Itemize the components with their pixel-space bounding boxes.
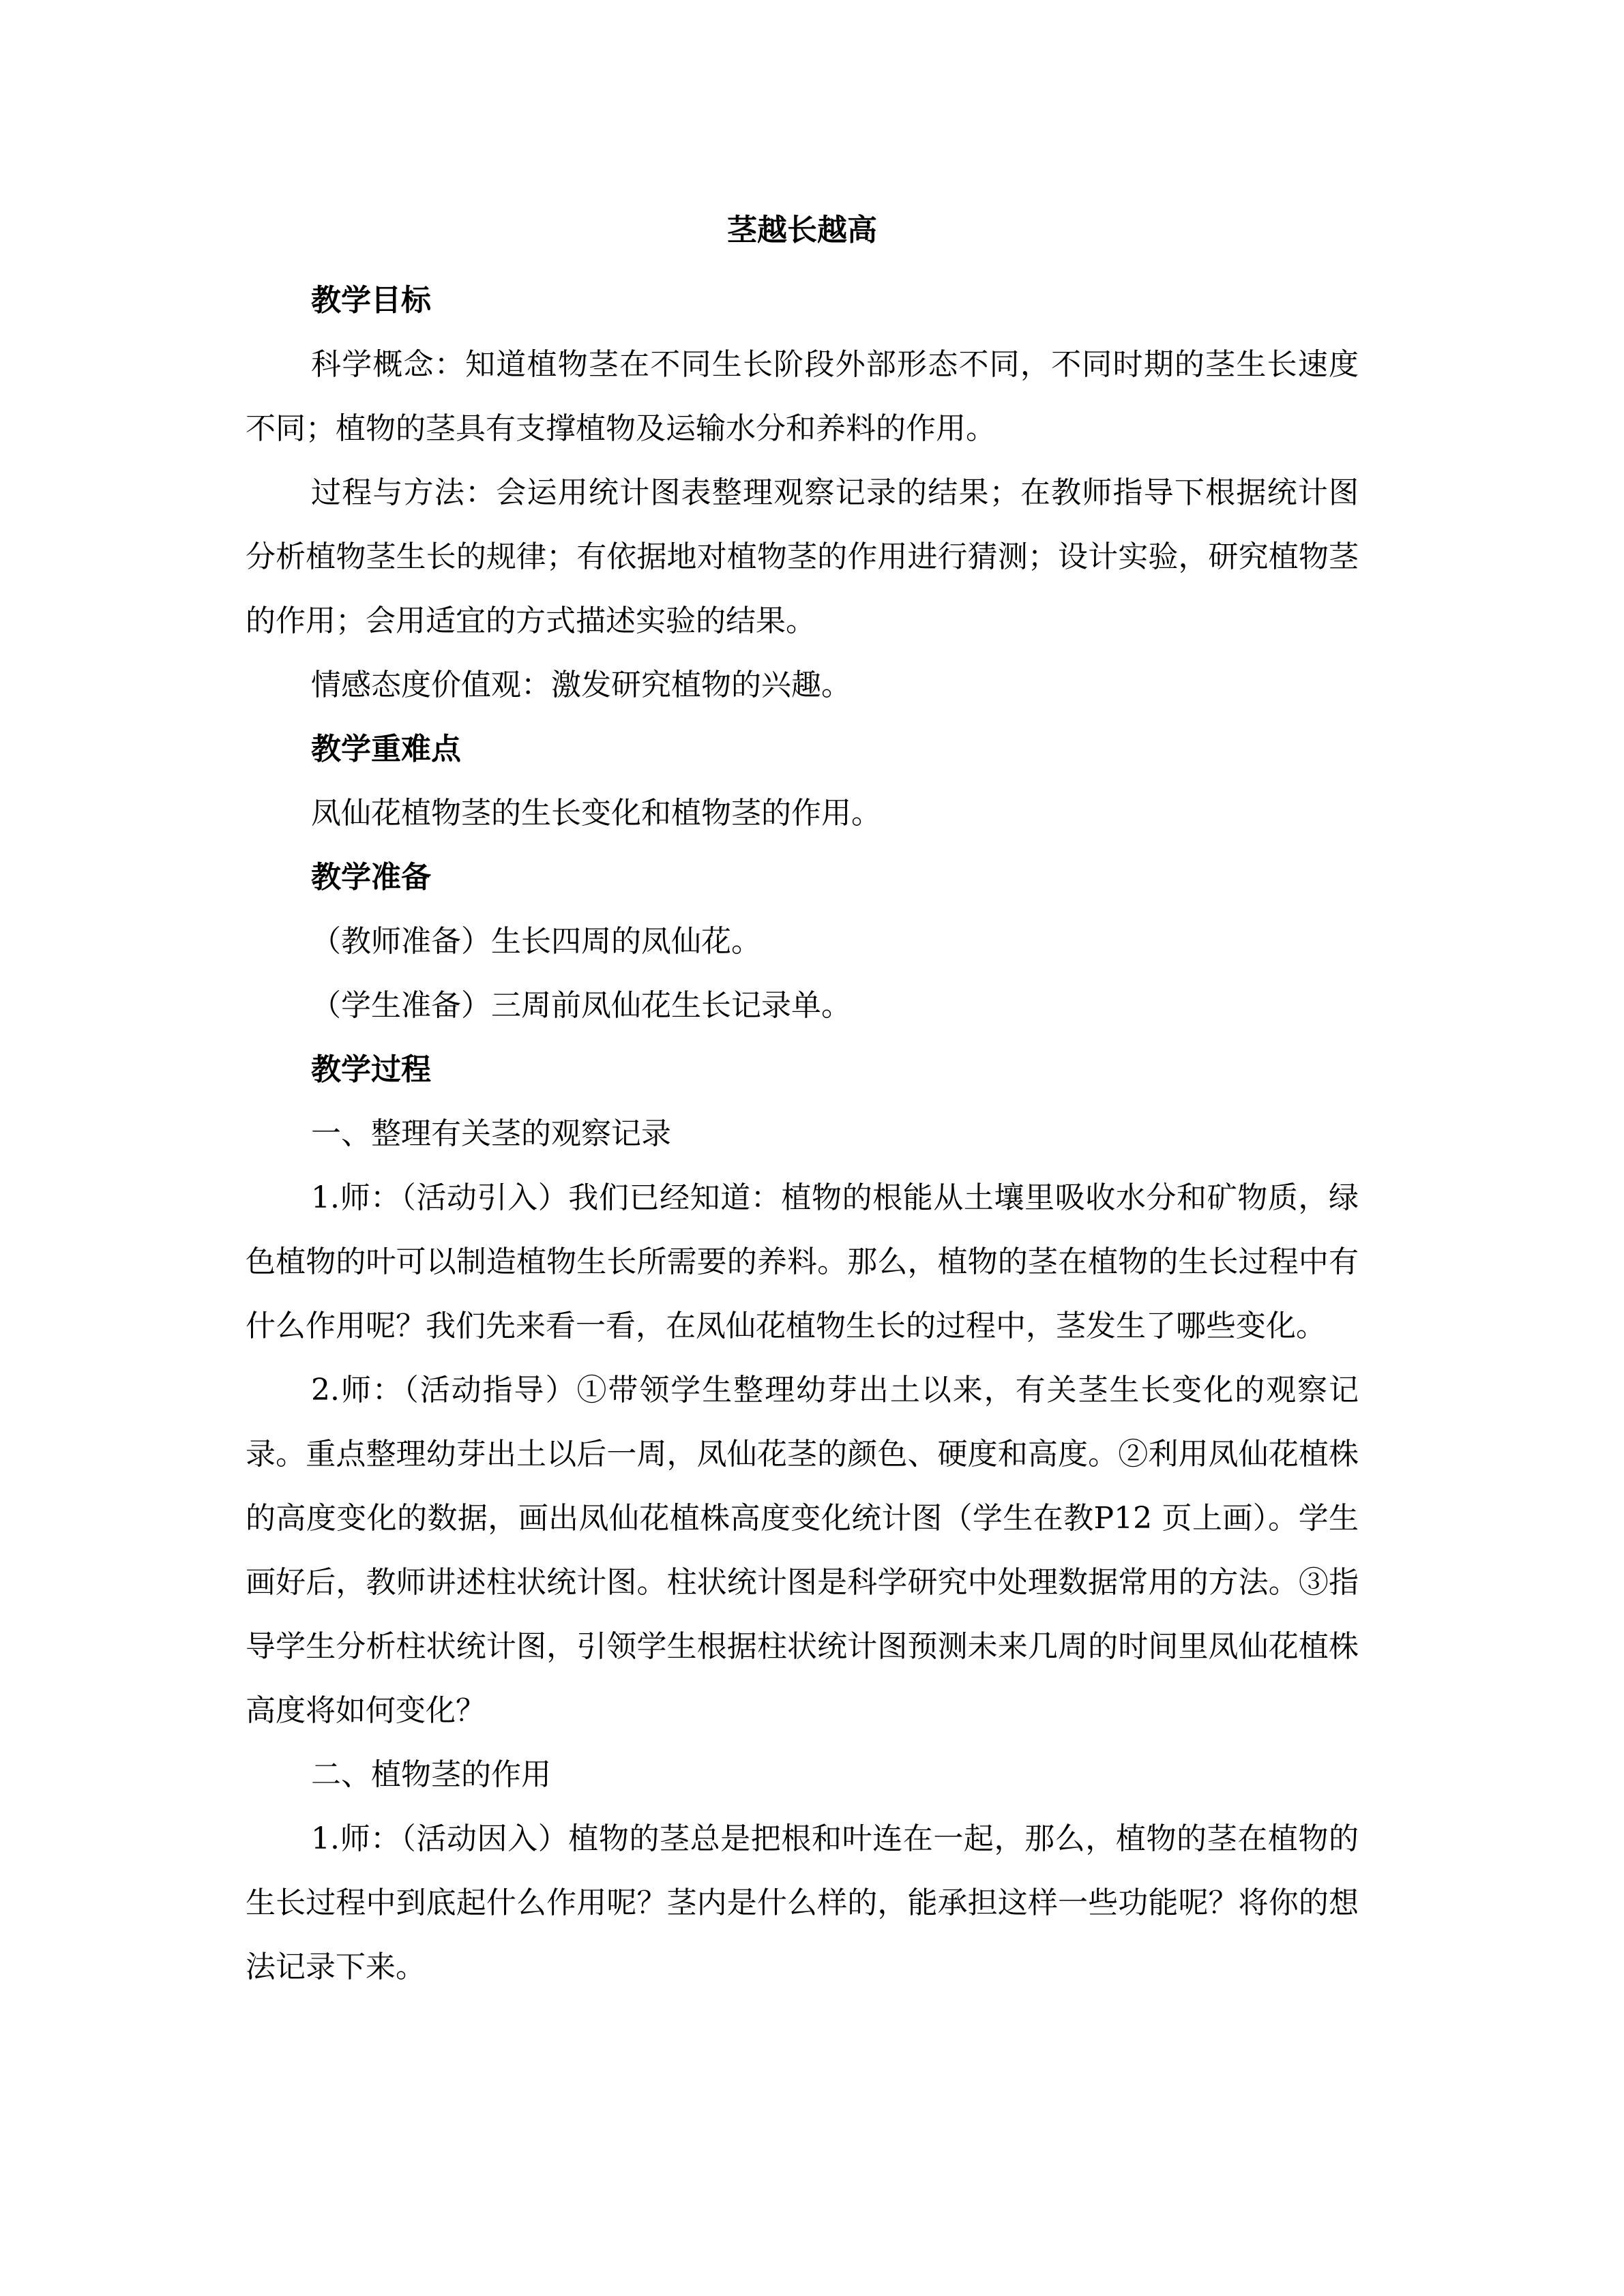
document-page bbox=[246, 205, 1359, 1999]
teacher-prep-paragraph: （教师准备）生长四周的凤仙花。 bbox=[311, 924, 761, 959]
process-method-paragraph: 过程与方法：会运用统计图表整理观察记录的结果；在教师指导下根据统计图分析植物茎生长的规律；有依据地对植物茎的作用进行猜测；设计实验，研究植物茎的作用；会用适宜的方式描述实验的结果。 bbox=[246, 475, 1359, 638]
part1-step1-paragraph: 1.师：（活动引入）我们已经知道：植物的根能从土壤里吸收水分和矿物质，绿色植物的叶可以制造植物生长所需要的养料。那么，植物的茎在植物的生长过程中有什么作用呢？我们先来看一看，在凤仙花植物生长的过程中，茎发生了哪些变化。 bbox=[246, 1180, 1359, 1343]
key-points-heading: 教学重难点 bbox=[311, 732, 461, 766]
objectives-heading: 教学目标 bbox=[311, 283, 431, 318]
part1-heading: 一、整理有关茎的观察记录 bbox=[311, 1116, 671, 1151]
process-heading: 教学过程 bbox=[311, 1052, 431, 1087]
student-prep-paragraph: （学生准备）三周前凤仙花生长记录单。 bbox=[311, 988, 851, 1023]
part1-step2-paragraph: 2.师：（活动指导）①带领学生整理幼芽出土以来，有关茎生长变化的观察记录。重点整理幼芽出土以后一周，凤仙花茎的颜色、硬度和高度。②利用凤仙花植株的高度变化的数据，画出凤仙花植株高度变化统计图（学生在教P12 页上画）。学生画好后，教师讲述柱状统计图。柱状统计图是科学研究中处理数据常用的方法。③指导学生分析柱状统计图，引领学生根据柱状统计图预测未来几周的时间里凤仙花植株高度将如何变化？ bbox=[246, 1373, 1359, 1728]
key-points-paragraph: 凤仙花植物茎的生长变化和植物茎的作用。 bbox=[311, 796, 881, 831]
science-concept-paragraph: 科学概念：知道植物茎在不同生长阶段外部形态不同，不同时期的茎生长速度不同；植物的茎具有支撑植物及运输水分和养料的作用。 bbox=[246, 347, 1359, 446]
preparation-heading: 教学准备 bbox=[311, 860, 431, 895]
part2-step1-paragraph: 1.师：（活动因入）植物的茎总是把根和叶连在一起，那么，植物的茎在植物的生长过程中到底起什么作用呢？茎内是什么样的，能承担这样一些功能呢？将你的想法记录下来。 bbox=[246, 1821, 1359, 1984]
document-title: 茎越长越高 bbox=[727, 213, 877, 248]
part2-heading: 二、植物茎的作用 bbox=[311, 1757, 551, 1792]
emotion-values-paragraph: 情感态度价值观：激发研究植物的兴趣。 bbox=[311, 668, 851, 702]
